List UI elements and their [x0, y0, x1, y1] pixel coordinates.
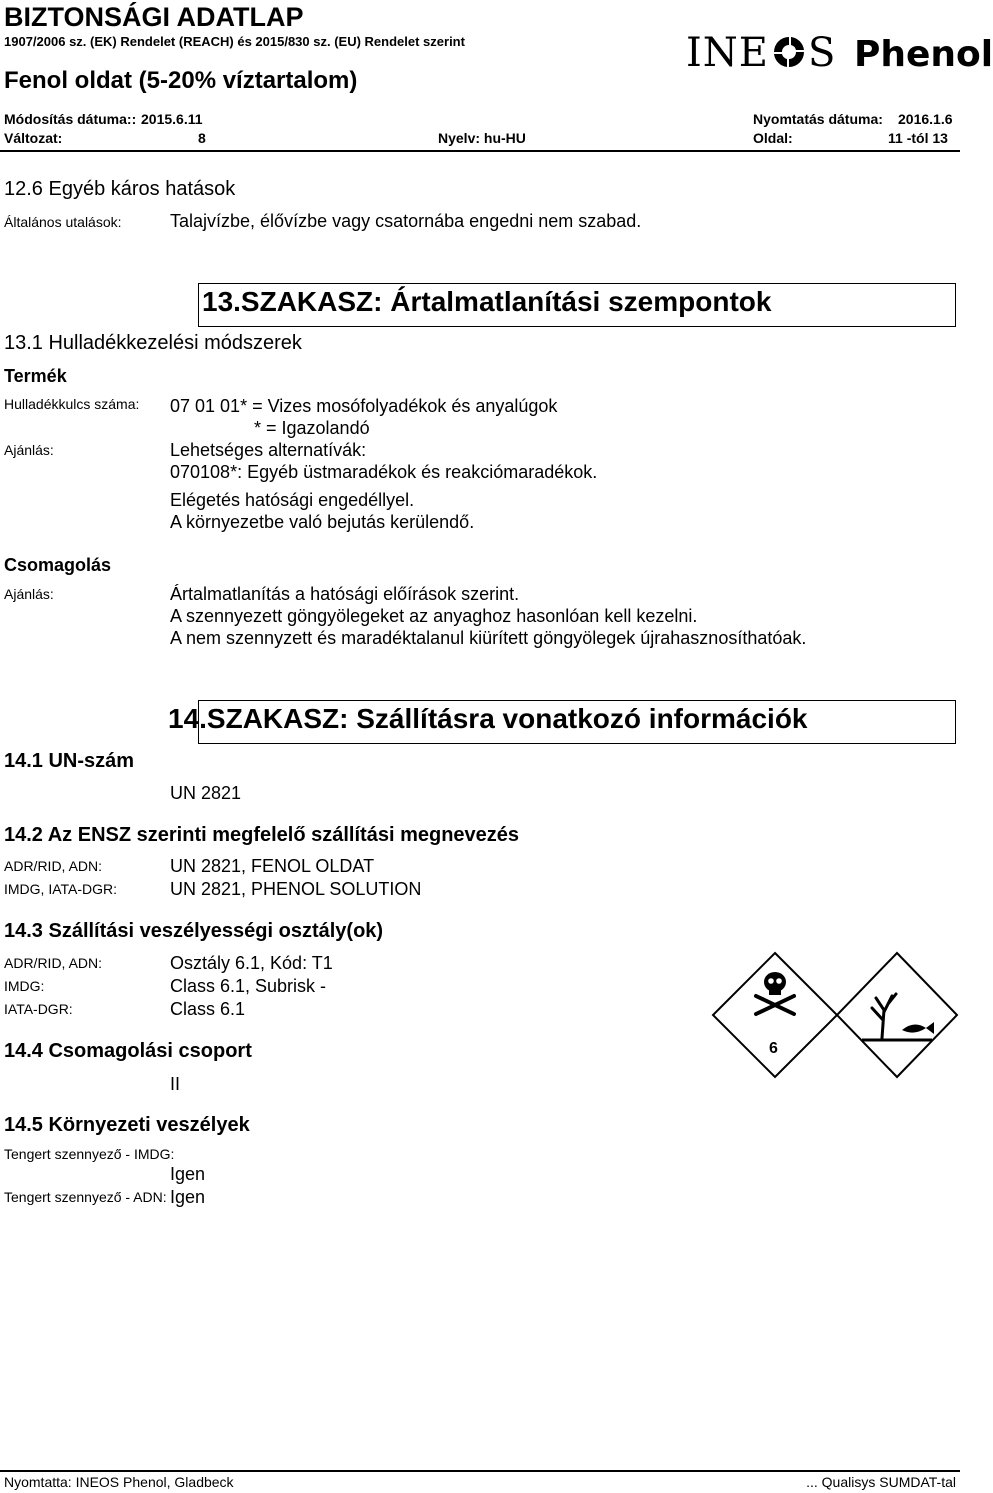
logo-ineos-left: INE — [686, 30, 769, 76]
language-text: Nyelv: hu-HU — [438, 130, 526, 146]
un-number: UN 2821 — [170, 783, 242, 803]
s14-2-heading: 14.2 Az ENSZ szerinti megfelelő szállítási megnevezés — [4, 824, 520, 846]
waste-key-label: Hulladékkulcs száma: — [4, 396, 140, 412]
env-imdg-label: Tengert szennyező - IMDG: — [4, 1146, 175, 1162]
name-imdg-label: IMDG, IATA-DGR: — [4, 881, 118, 897]
footer-right: ... Qualisys SUMDAT-tal — [806, 1474, 956, 1490]
logo-o-mark-icon — [772, 35, 806, 69]
class-iata-value: Class 6.1 — [170, 999, 246, 1019]
pack-line3: A nem szennyzett és maradéktalanul kiürített göngyölegek újrahasznosíthatóak. — [170, 628, 807, 648]
modified-value: 2015.6.11 — [141, 111, 203, 127]
pack-label: Ajánlás: — [4, 586, 54, 602]
page-value: 11 -tól 13 — [888, 130, 948, 146]
dead-tree-fish-icon — [832, 950, 960, 1080]
class-iata-label: IATA-DGR: — [4, 1001, 73, 1017]
pack-group-value: II — [170, 1074, 181, 1094]
logo-ineos-right: S — [808, 30, 836, 76]
printed-value: 2016.1.6 — [898, 111, 953, 127]
env-adn-label: Tengert szennyező - ADN: — [4, 1189, 167, 1205]
modified-label: Módosítás dátuma:: — [4, 111, 137, 127]
printed-label: Nyomtatás dátuma: — [753, 111, 883, 127]
waste-key-line2: * = Igazolandó — [254, 418, 370, 438]
environment-placard — [832, 950, 962, 1080]
class-imdg-value: Class 6.1, Subrisk - — [170, 976, 327, 996]
s14-5-heading: 14.5 Környezeti veszélyek — [4, 1114, 250, 1136]
section-13-title: 13.SZAKASZ: Ártalmatlanítási szempontok — [202, 286, 772, 317]
recommend-line1: Lehetséges alternatívák: — [170, 440, 367, 460]
toxic-placard — [710, 950, 840, 1080]
env-imdg-value: Igen — [170, 1164, 206, 1184]
s14-4-heading: 14.4 Csomagolási csoport — [4, 1040, 252, 1062]
recommend-line2: 070108*: Egyéb üstmaradékok és reakciómaradékok. — [170, 462, 598, 482]
name-adr-label: ADR/RID, ADN: — [4, 858, 103, 874]
pack-line1: Ártalmatlanítás a hatósági előírások szerint. — [170, 584, 520, 604]
recommend-label: Ajánlás: — [4, 442, 54, 458]
product-name: Fenol oldat (5-20% víztartalom) — [4, 67, 358, 94]
page-label: Oldal: — [753, 130, 793, 146]
waste-key-line1: 07 01 01* = Vizes mosófolyadékok és anyalúgok — [170, 396, 558, 416]
packaging-heading: Csomagolás — [4, 555, 112, 575]
class-adr-value: Osztály 6.1, Kód: T1 — [170, 953, 333, 973]
s12-6-heading: 12.6 Egyéb káros hatások — [4, 178, 236, 200]
footer-left: Nyomtatta: INEOS Phenol, Gladbeck — [4, 1474, 234, 1490]
recommend-line3: Elégetés hatósági engedéllyel. — [170, 490, 415, 510]
version-value: 8 — [198, 130, 206, 146]
s14-1-heading: 14.1 UN-szám — [4, 750, 135, 772]
header-divider — [0, 150, 960, 152]
class-imdg-label: IMDG: — [4, 978, 45, 994]
s14-3-heading: 14.3 Szállítási veszélyességi osztály(ok) — [4, 920, 384, 942]
placard-number-toxic: 6 — [769, 1040, 778, 1057]
section-14-title: 14.SZAKASZ: Szállításra vonatkozó információk — [168, 703, 808, 734]
recommend-line4: A környezetbe való bejutás kerülendő. — [170, 512, 475, 532]
logo-phenol: Phenol — [854, 34, 993, 75]
env-adn-value: Igen — [170, 1187, 206, 1207]
class-adr-label: ADR/RID, ADN: — [4, 955, 103, 971]
pack-line2: A szennyezett göngyölegeket az anyaghoz hasonlóan kell kezelni. — [170, 606, 698, 626]
version-label: Változat: — [4, 130, 63, 146]
product-heading: Termék — [4, 366, 67, 386]
s13-1-heading: 13.1 Hulladékkezelési módszerek — [4, 332, 302, 354]
name-adr-value: UN 2821, FENOL OLDAT — [170, 856, 375, 876]
skull-crossbones-icon — [710, 950, 840, 1080]
regulation-text: 1907/2006 sz. (EK) Rendelet (REACH) és 2015/830 sz. (EU) Rendelet szerint — [4, 34, 465, 49]
s12-6-label: Általános utalások: — [4, 214, 122, 230]
s12-6-value: Talajvízbe, élővízbe vagy csatornába engedni nem szabad. — [170, 211, 642, 231]
footer-divider — [0, 1470, 960, 1472]
name-imdg-value: UN 2821, PHENOL SOLUTION — [170, 879, 422, 899]
document-title: BIZTONSÁGI ADATLAP — [4, 2, 304, 32]
